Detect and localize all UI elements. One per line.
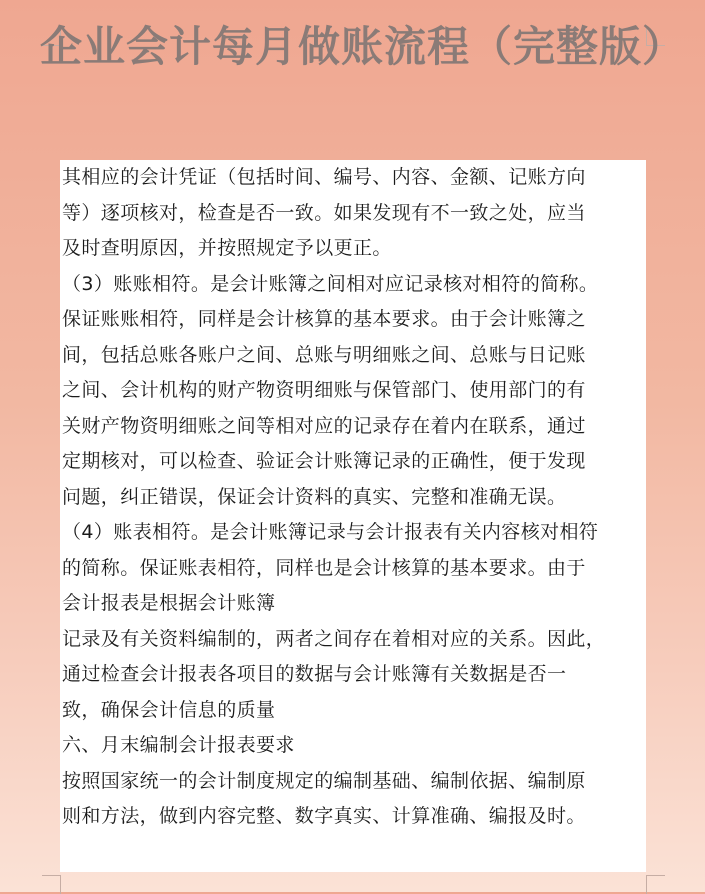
text-line: 关财产物资明细账之间等相对应的记录存在着内在联系，通过	[62, 414, 586, 437]
crop-mark-bottom-left	[42, 875, 61, 894]
text-line: 定期核对，可以检查、验证会计账簿记录的正确性，便于发现	[62, 450, 586, 472]
text-line: 致，确保会计信息的质量	[62, 698, 276, 721]
text-line: 之间、会计机构的财产物资明细账与保管部门、使用部门的有	[62, 379, 586, 401]
text-line: 问题，纠正错误，保证会计资料的真实、完整和准确无误。	[62, 485, 567, 508]
text-line: 间，包括总账各账户之间、总账与明细账之间、总账与日记账	[62, 343, 586, 366]
text-line: 按照国家统一的会计制度规定的编制基础、编制依据、编制原	[62, 769, 586, 792]
section-heading: 六、月末编制会计报表要求	[62, 734, 295, 756]
text-line: 会计报表是根据会计账簿	[62, 592, 276, 614]
text-line: （3）账账相符。是会计账簿之间相对应记录核对相符的简称。	[62, 272, 599, 295]
text-line: 的简称。保证账表相符，同样也是会计核算的基本要求。由于	[62, 556, 586, 579]
text-line: 其相应的会计凭证（包括时间、编号、内容、金额、记账方向	[62, 166, 586, 188]
document-page	[60, 160, 646, 872]
text-line: 则和方法，做到内容完整、数字真实、计算准确、编报及时。	[62, 805, 586, 827]
text-line: 保证账账相符，同样是会计核算的基本要求。由于会计账簿之	[62, 308, 586, 330]
page-title: 企业会计每月做账流程（完整版）	[40, 22, 686, 71]
text-line: 记录及有关资料编制的，两者之间存在着相对应的关系。因此，	[62, 627, 606, 650]
text-line: （4）账表相符。是会计账簿记录与会计报表有关内容核对相符	[62, 521, 599, 543]
text-line: 及时查明原因，并按照规定予以更正。	[62, 237, 392, 259]
text-line: 通过检查会计报表各项目的数据与会计账簿有关数据是否一	[62, 663, 567, 685]
text-line: 等）逐项核对，检查是否一致。如果发现有不一致之处，应当	[62, 201, 586, 224]
crop-mark-bottom-right	[646, 875, 665, 894]
